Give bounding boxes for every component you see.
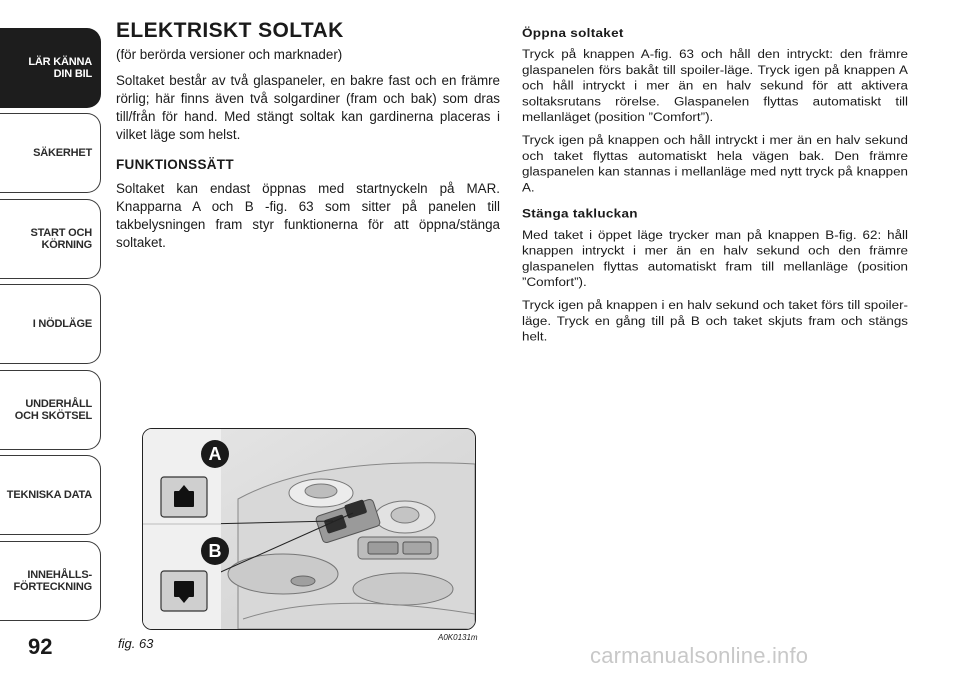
section-heading-funktionssatt: FUNKTIONSSÄTT xyxy=(116,157,234,172)
page-number: 92 xyxy=(28,634,53,659)
tab-tekniska-data[interactable]: TEKNISKA DATA xyxy=(0,455,101,535)
intro-paragraph: Soltaket består av två glaspaneler, en bakre fast och en främre rörlig; här finns även två solgardiner (fram och bak) som dras till/från för hand. Med stängt soltak kan gardinerna placeras i vilket läge som helst. xyxy=(116,73,500,142)
funktionssatt-paragraph: Soltaket kan endast öppnas med startnyckeln på MAR. Knapparna A och B -fig. 63 som sitter på panelen till takbelysningen fram styr funktionerna för att öppna/stänga soltaket. xyxy=(116,181,500,250)
oppna-paragraph-1: Tryck på knappen A-fig. 63 och håll den intryckt: den främre glaspanelen förs bakåt till spoiler-läge. Tryck igen på knappen A och håll intryckt i mer än en halv sekund för att aktivera soltaksrutans rörelse. Glaspanelen flyttas automatiskt till mellanläget (position ”Comfort”). xyxy=(522,47,908,124)
page-title: ELEKTRISKT SOLTAK xyxy=(116,19,344,42)
left-column xyxy=(116,19,500,260)
stanga-paragraph-2: Tryck igen på knappen i en halv sekund och taket förs till spoiler-läge. Tryck en gång till på B och taket skjuts fram och stängs helt. xyxy=(522,298,908,344)
callout-a-label: A xyxy=(208,444,222,464)
watermark: carmanualsonline.info xyxy=(590,643,809,668)
section-heading-oppna: Öppna soltaket xyxy=(522,26,624,40)
figure-caption: fig. 63 xyxy=(118,636,154,651)
tab-underhall-och-skotsel[interactable]: UNDERHÅLL OCH SKÖTSEL xyxy=(0,370,101,450)
roof-panel-illustration xyxy=(143,429,475,629)
oppna-paragraph-2: Tryck igen på knappen och håll intryckt i mer än en halv sekund och taket flyttas automatiskt hela vägen bak. Den främre glaspanelen kan stannas i mellanläge med nytt tryck på knappen A. xyxy=(522,133,908,195)
figure-code: A0K0131m xyxy=(438,633,478,642)
page-subtitle: (för berörda versioner och marknader) xyxy=(116,47,343,62)
section-heading-stanga: Stänga takluckan xyxy=(522,207,638,221)
stanga-paragraph-1: Med taket i öppet läge trycker man på knappen B-fig. 62: håll knappen intryckt i mer än en halv sekund och den främre glaspanelen flyttas automatiskt fram till mellanläge (position ”Comfort”). xyxy=(522,228,908,289)
tab-i-nodlage[interactable]: I NÖDLÄGE xyxy=(0,284,101,364)
right-column xyxy=(522,22,908,352)
tab-sakerhet[interactable]: SÄKERHET xyxy=(0,113,101,193)
tab-start-och-korning[interactable]: START OCH KÖRNING xyxy=(0,199,101,279)
tab-lar-kanna-din-bil[interactable]: LÄR KÄNNA DIN BIL xyxy=(0,28,101,108)
figure-63 xyxy=(142,428,476,630)
callout-b-label: B xyxy=(208,541,222,561)
tab-innehallsforteckning[interactable]: INNEHÅLLS- FÖRTECKNING xyxy=(0,541,101,621)
